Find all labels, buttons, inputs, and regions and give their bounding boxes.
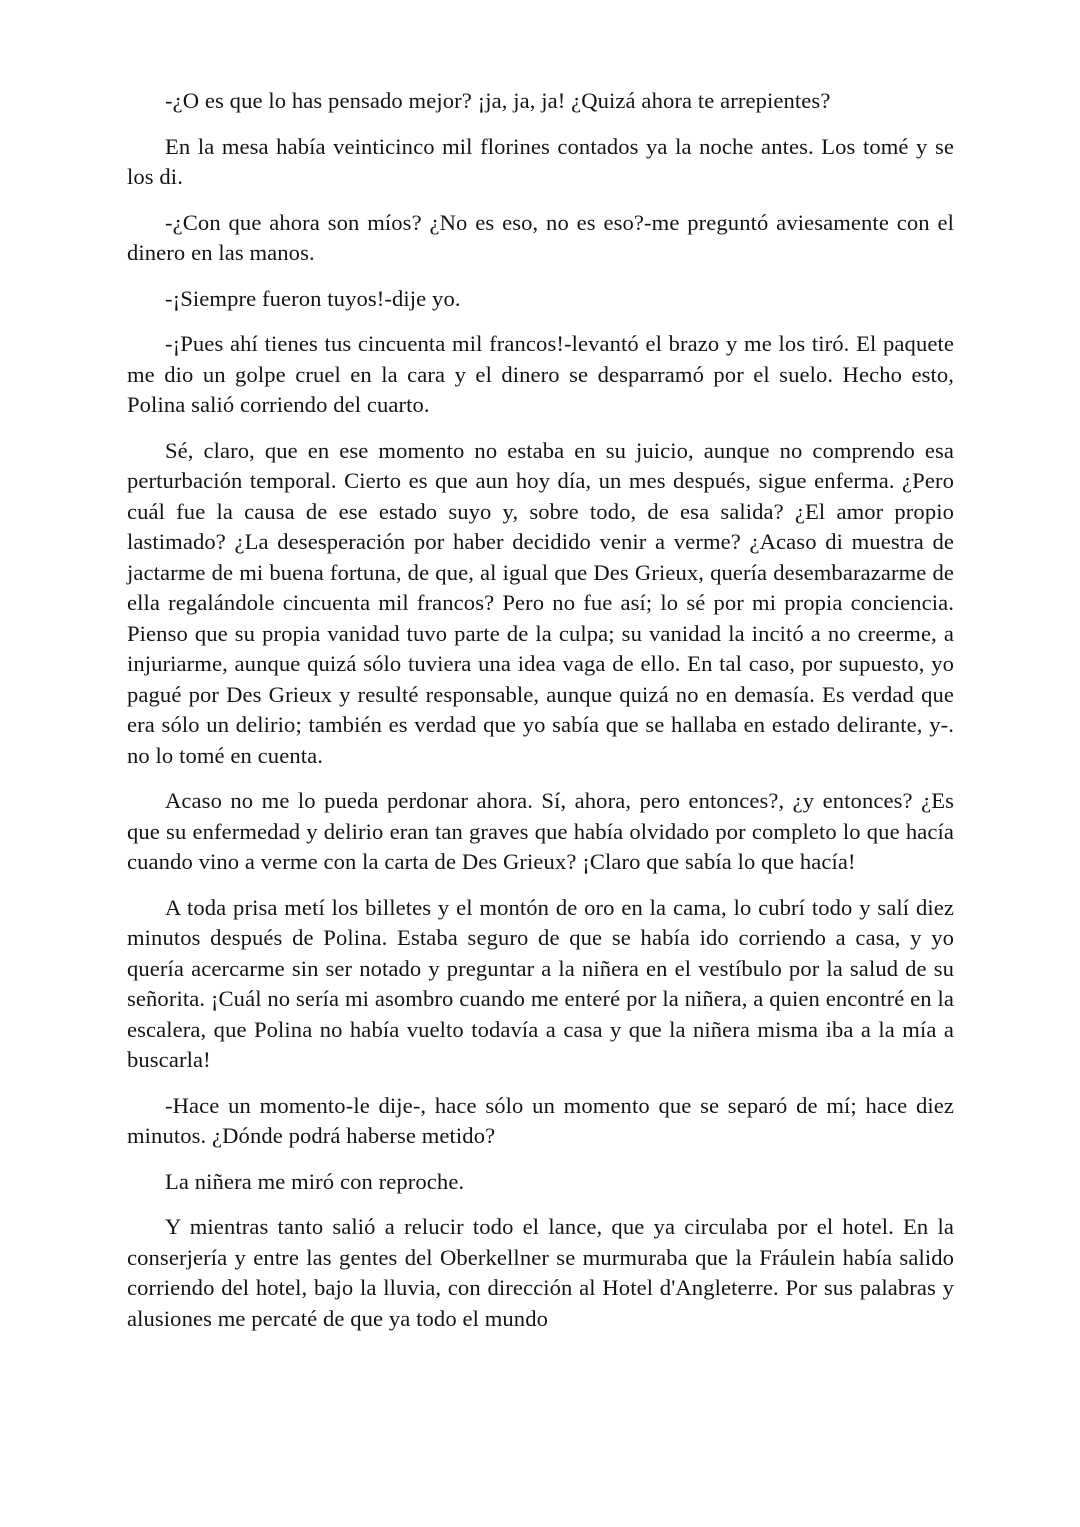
paragraph: Sé, claro, que en ese momento no estaba en su juicio, aunque no comprendo esa perturbación temporal. Cierto es que aun hoy día, un mes después, sigue enferma. ¿Pero cuál fue la causa de ese estado suyo y, sobre todo, de esa salida? ¿El amor propio lastimado? ¿La desesperación por haber decidido venir a verme? ¿Acaso di muestra de jactarme de mi buena fortuna, de que, al igual que Des Grieux, quería desembarazarme de ella regalándole cincuenta mil francos? Pero no fue así; lo sé por mi propia conciencia. Pienso que su propia vanidad tuvo parte de la culpa; su vanidad la incitó a no creerme, a injuriarme, aunque quizá sólo tuviera una idea vaga de ello. En tal caso, por supuesto, yo pagué por Des Grieux y resulté responsable, aunque quizá no en demasía. Es verdad que era sólo un delirio; también es verdad que yo sabía que se hallaba en estado delirante, y-. no lo tomé en cuenta.	[127, 437, 954, 768]
paragraph: -¡Pues ahí tienes tus cincuenta mil francos!-levantó el brazo y me los tiró. El paquete me dio un golpe cruel en la cara y el dinero se desparramó por el suelo. Hecho esto, Polina salió corriendo del cuarto.	[127, 331, 954, 417]
paragraph: -¡Siempre fueron tuyos!-dije yo.	[165, 285, 461, 311]
paragraph: A toda prisa metí los billetes y el montón de oro en la cama, lo cubrí todo y salí diez minutos después de Polina. Estaba seguro de que se había ido corriendo a casa, y yo quería acercarme sin ser notado y preguntar a la niñera en el vestíbulo por la salud de su señorita. ¡Cuál no sería mi asombro cuando me enteré por la niñera, a quien encontré en la escalera, que Polina no había vuelto todavía a casa y que la niñera misma iba a la mía a buscarla!	[127, 894, 954, 1072]
paragraph: La niñera me miró con reproche.	[165, 1168, 465, 1194]
paragraph: Acaso no me lo pueda perdonar ahora. Sí, ahora, pero entonces?, ¿y entonces? ¿Es que su enfermedad y delirio eran tan graves que había olvidado por completo lo que hacía cuando vino a verme con la carta de Des Grieux? ¡Claro que sabía lo que hacía!	[127, 788, 954, 874]
paragraph: -¿Con que ahora son míos? ¿No es eso, no es eso?-me preguntó aviesamente con el dinero en las manos.	[127, 209, 954, 265]
paragraph: -Hace un momento-le dije-, hace sólo un momento que se separó de mí; hace diez minutos. ¿Dónde podrá haberse metido?	[127, 1092, 954, 1148]
paragraph: En la mesa había veinticinco mil florines contados ya la noche antes. Los tomé y se los di.	[127, 133, 954, 189]
paragraph: Y mientras tanto salió a relucir todo el lance, que ya circulaba por el hotel. En la conserjería y entre las gentes del Oberkellner se murmuraba que la Fráulein había salido corriendo del hotel, bajo la lluvia, con dirección al Hotel d'Angleterre. Por sus palabras y alusiones me percaté de que ya todo el mundo	[127, 1214, 954, 1331]
paragraph: -¿O es que lo has pensado mejor? ¡ja, ja, ja! ¿Quizá ahora te arrepientes?	[165, 88, 831, 113]
